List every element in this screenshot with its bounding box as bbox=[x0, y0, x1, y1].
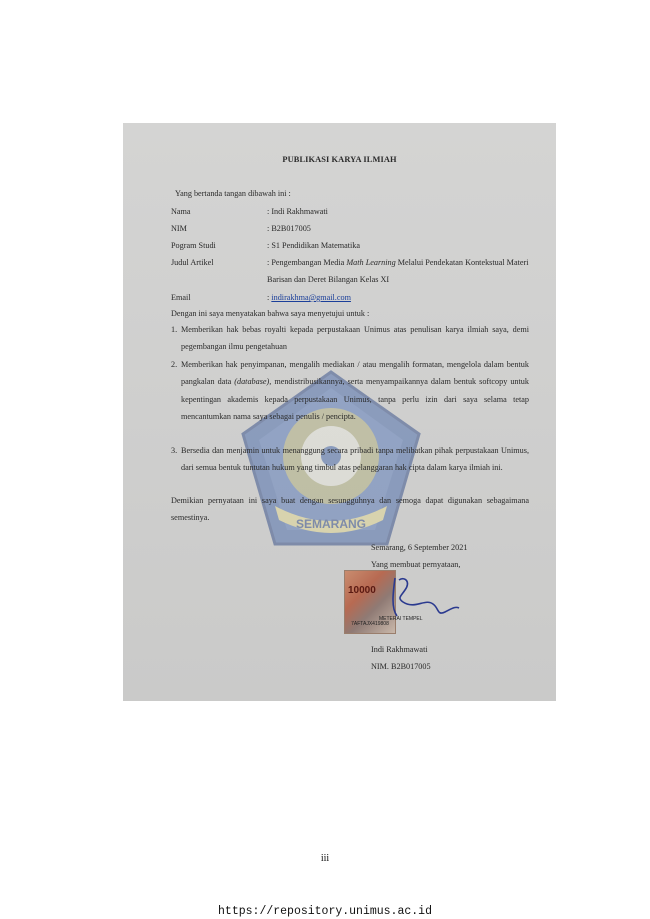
field-value-nama: : Indi Rakhmawati bbox=[267, 207, 328, 216]
agreement-text: Dengan ini saya menyatakan bahwa saya menyetujui untuk : bbox=[171, 309, 370, 318]
field-value-judul-artikel bbox=[267, 254, 535, 288]
stamp-label: METERAI TEMPEL bbox=[379, 616, 423, 622]
place-date: Semarang, 6 September 2021 bbox=[371, 543, 468, 552]
list-number: 3. bbox=[171, 446, 178, 455]
signer-caption: Yang membuat pernyataan, bbox=[371, 560, 461, 569]
list-text: Bersedia dan menjamin untuk menanggung secara pribadi tanpa melibatkan pihak perpustakaan Unimus, dari semua bentuk tuntutan hukum yang timbul atas pelanggaran hak cipta dalam karya ilmiah ini. bbox=[181, 446, 529, 473]
stamp-code: 7AFTAJX419808 bbox=[351, 621, 389, 627]
page-number: iii bbox=[320, 853, 330, 864]
list-text: Memberikan hak bebas royalti kepada perpustakaan Unimus atas penulisan karya ilmiah saya, demi pegembangan ilmu pengetahuan bbox=[181, 325, 529, 352]
judul-italic: Math Learning bbox=[346, 258, 396, 267]
handwritten-signature bbox=[375, 568, 465, 628]
list-text bbox=[171, 356, 529, 426]
judul-post: Melalui Pendekatan Kontekstual Materi Barisan dan Deret Bilangan Kelas XI bbox=[267, 258, 529, 284]
footer-url[interactable]: https://repository.unimus.ac.id bbox=[218, 905, 432, 918]
field-label-judul-artikel: Judul Artikel bbox=[171, 258, 214, 267]
field-value-program-studi: : S1 Pendidikan Matematika bbox=[267, 241, 361, 250]
field-value-nim: : B2B017005 bbox=[267, 224, 311, 233]
list-number: 2. bbox=[171, 360, 178, 369]
list-item-2 bbox=[171, 356, 529, 426]
signer-name: Indi Rakhmawati bbox=[371, 645, 428, 654]
list-item-3 bbox=[171, 442, 529, 477]
stamp-value: 10000 bbox=[348, 585, 376, 596]
intro-text: Yang bertanda tangan dibawah ini : bbox=[175, 189, 291, 198]
field-label-email: Email bbox=[171, 293, 191, 302]
field-label-nama: Nama bbox=[171, 207, 191, 216]
document-title: PUBLIKASI KARYA ILMIAH bbox=[282, 155, 397, 164]
field-value-email bbox=[267, 289, 535, 306]
list-text-post: mendistribusikannya, serta menyampaikannya dalam bentuk softcopy untuk kepentingan akademis kepada perpustakaan Unimus, tanpa perlu izin dari saya selama tetap mencantumkan nama saya sebagai penulis / pencipta. bbox=[181, 377, 529, 422]
email-prefix: : bbox=[267, 293, 272, 302]
field-label-nim: NIM bbox=[171, 224, 187, 233]
list-number: 1. bbox=[171, 325, 178, 334]
list-item-1 bbox=[171, 321, 529, 356]
judul-pre: : Pengembangan Media bbox=[267, 258, 347, 267]
list-text-italic: (database), bbox=[234, 377, 272, 387]
watermark-label: SEMARANG bbox=[295, 517, 367, 531]
list-text-pre: Memberikan hak penyimpanan, mengalih mediakan / atau mengalih formatan, mengelola dalam bentuk pangkalan data bbox=[181, 360, 529, 387]
field-label-program-studi: Pogram Studi bbox=[171, 241, 216, 250]
scanned-document-photo bbox=[123, 123, 556, 701]
closing-text: Demikian pernyataan ini saya buat dengan sesungguhnya dan semoga dapat digunakan sebagaimana semestinya. bbox=[171, 496, 529, 523]
signer-nim: NIM. B2B017005 bbox=[371, 662, 431, 671]
email-link[interactable]: indirakhma@gmail.com bbox=[271, 293, 351, 302]
